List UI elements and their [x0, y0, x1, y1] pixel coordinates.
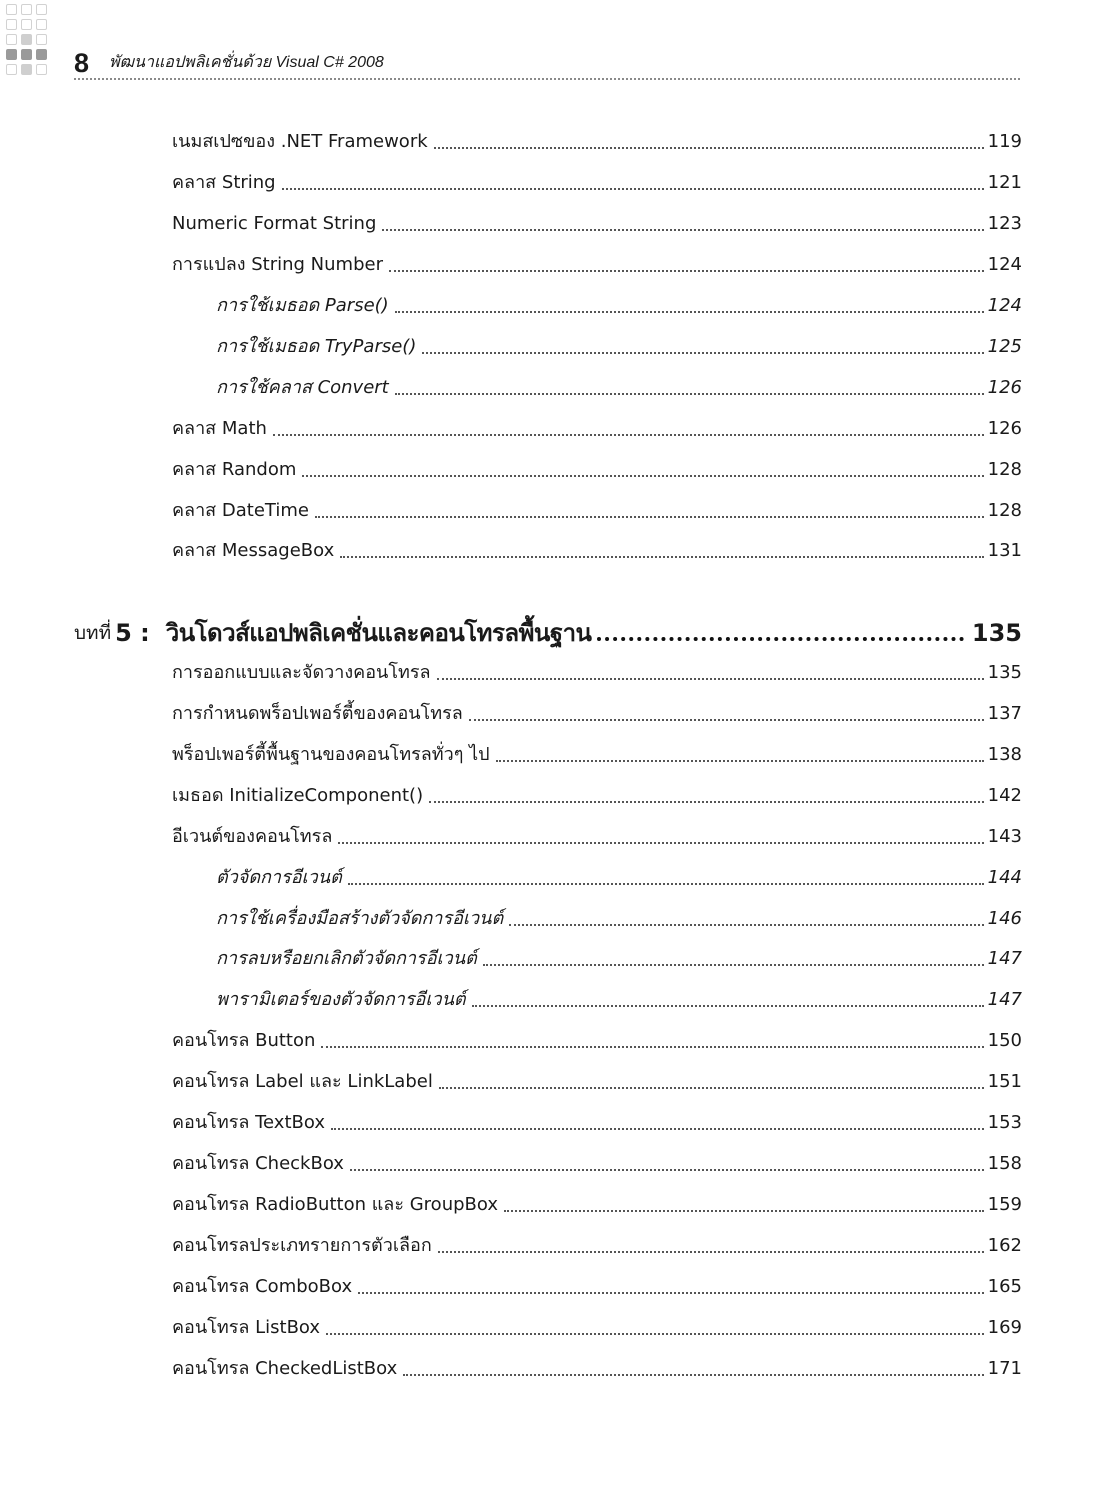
toc-entry [172, 1110, 1022, 1136]
toc-entry [172, 742, 1022, 768]
toc-entry-page: 138 [987, 744, 1022, 765]
chapter-heading [74, 612, 1022, 648]
dot-leader [321, 1046, 983, 1048]
toc-entry-page: 131 [987, 540, 1022, 561]
toc-subentry [216, 293, 1022, 319]
toc-entry [172, 701, 1022, 727]
dot-leader [358, 1292, 984, 1294]
toc-entry-page: 146 [987, 908, 1022, 929]
dot-leader [597, 637, 963, 641]
dot-leader [509, 924, 984, 926]
toc-subentry [216, 946, 1022, 972]
toc-entry-title: คลาส String [172, 172, 276, 193]
toc-entry-page: 169 [987, 1317, 1022, 1338]
toc-entry-title: Numeric Format String [172, 213, 377, 234]
toc-entry-page: 143 [987, 826, 1022, 847]
dot-leader [504, 1210, 984, 1212]
toc-entry-title: คลาส Random [172, 459, 297, 480]
toc-entry-page: 151 [987, 1071, 1022, 1092]
dot-leader [472, 1005, 984, 1007]
toc-entry-page: 150 [987, 1030, 1022, 1051]
toc-entry [172, 783, 1022, 809]
toc-entry-title: การใช้เมธอด TryParse() [216, 336, 417, 357]
dot-leader [496, 760, 984, 762]
toc-entry-title: เมธอด InitializeComponent() [172, 785, 424, 806]
dot-leader [422, 352, 983, 354]
chapter-number: 5 : [115, 619, 150, 647]
toc-entry-page: 147 [987, 989, 1022, 1010]
chapter-page: 135 [971, 619, 1022, 647]
book-title: พัฒนาแอปพลิเคชั่นด้วย Visual C# 2008 [109, 54, 384, 71]
toc-entry [172, 457, 1022, 483]
toc-entry-title: คอนโทรล ListBox [172, 1317, 321, 1338]
dot-leader [350, 1169, 984, 1171]
toc-entry [172, 1192, 1022, 1218]
toc-entry [172, 1274, 1022, 1300]
toc-subentry [216, 865, 1022, 891]
dot-leader [331, 1128, 984, 1130]
page-header [74, 44, 1020, 80]
toc-entry-title: พร็อปเพอร์ตี้พื้นฐานของคอนโทรลทั่วๆ ไป [172, 744, 490, 765]
dot-leader [338, 842, 983, 844]
toc-entry-title: การใช้เมธอด Parse() [216, 295, 389, 316]
toc-subentry [216, 375, 1022, 401]
dot-leader [282, 188, 984, 190]
toc-entry-page: 126 [987, 418, 1022, 439]
toc-entry [172, 252, 1022, 278]
toc-entry-title: คอนโทรล Label และ LinkLabel [172, 1071, 433, 1092]
toc-entry [172, 416, 1022, 442]
toc-entry-title: ตัวจัดการอีเวนต์ [216, 867, 342, 888]
toc-entry-title: การออกแบบและจัดวางคอนโทรล [172, 662, 431, 683]
toc-entry-page: 142 [987, 785, 1022, 806]
toc-entry-title: พารามิเตอร์ของตัวจัดการอีเวนต์ [216, 989, 466, 1010]
dot-leader [302, 475, 983, 477]
toc-entry-page: 125 [987, 336, 1022, 357]
toc-subentry [216, 987, 1022, 1013]
dot-leader [483, 964, 984, 966]
toc-entry [172, 1315, 1022, 1341]
dot-leader [438, 1251, 984, 1253]
toc-entry-title: การใช้คลาส Convert [216, 377, 389, 398]
toc-entry-page: 126 [987, 377, 1022, 398]
toc-entry-title: เนมสเปซของ .NET Framework [172, 131, 428, 152]
toc-entry-page: 135 [987, 662, 1022, 683]
toc-entry [172, 824, 1022, 850]
dot-leader [437, 678, 984, 680]
toc-entry-title: คอนโทรล Button [172, 1030, 316, 1051]
toc-entry-page: 119 [987, 131, 1022, 152]
toc-entry-page: 147 [987, 948, 1022, 969]
toc-entry-page: 159 [987, 1194, 1022, 1215]
dot-leader [273, 434, 984, 436]
dot-leader [395, 311, 984, 313]
chapter-label: บทที่ [74, 622, 112, 644]
toc-entry-page: 162 [987, 1235, 1022, 1256]
toc-entry-title: การใช้เครื่องมือสร้างตัวจัดการอีเวนต์ [216, 908, 504, 929]
dot-leader [429, 801, 984, 803]
toc-entry-page: 121 [987, 172, 1022, 193]
toc-entry-title: คอนโทรล CheckedListBox [172, 1358, 398, 1379]
toc-entry [172, 211, 1022, 237]
toc-entry-page: 128 [987, 459, 1022, 480]
toc-entry [172, 170, 1022, 196]
toc-entry-title: คลาส Math [172, 418, 267, 439]
toc-entry-page: 144 [987, 867, 1022, 888]
toc-entry-page: 124 [987, 254, 1022, 275]
toc-entry-title: คอนโทรล TextBox [172, 1112, 325, 1133]
dot-leader [434, 147, 984, 149]
toc-entry [172, 129, 1022, 155]
dot-leader [340, 556, 983, 558]
toc-entry-title: การลบหรือยกเลิกตัวจัดการอีเวนต์ [216, 948, 477, 969]
dot-leader [395, 393, 984, 395]
toc-entry [172, 498, 1022, 524]
corner-decoration [6, 4, 56, 94]
toc-entry-page: 137 [987, 703, 1022, 724]
toc-entry-page: 158 [987, 1153, 1022, 1174]
toc-subentry [216, 334, 1022, 360]
toc-entry [172, 1151, 1022, 1177]
toc-entry-title: คอนโทรลประเภทรายการตัวเลือก [172, 1235, 432, 1256]
toc-entry [172, 1356, 1022, 1382]
toc-entry [172, 1233, 1022, 1259]
toc-entry [172, 1028, 1022, 1054]
toc-entry [172, 660, 1022, 686]
toc-entry-page: 124 [987, 295, 1022, 316]
chapter-title: วินโดวส์แอปพลิเคชั่นและคอนโทรลพื้นฐาน [165, 619, 592, 647]
dot-leader [326, 1333, 984, 1335]
toc-entry-page: 171 [987, 1358, 1022, 1379]
toc-entry-page: 123 [987, 213, 1022, 234]
toc-entry-title: คลาส DateTime [172, 500, 309, 521]
toc-entry-page: 153 [987, 1112, 1022, 1133]
toc-entry [172, 1069, 1022, 1095]
toc-entry-title: คลาส MessageBox [172, 540, 335, 561]
toc-entry-page: 128 [987, 500, 1022, 521]
toc-entry-page: 165 [987, 1276, 1022, 1297]
toc-subentry [216, 906, 1022, 932]
toc-entry-title: คอนโทรล RadioButton และ GroupBox [172, 1194, 498, 1215]
dot-leader [439, 1087, 984, 1089]
dot-leader [469, 719, 984, 721]
toc-entry-title: การกำหนดพร็อปเพอร์ตี้ของคอนโทรล [172, 703, 463, 724]
toc-entry [172, 538, 1022, 564]
toc-entry-title: อีเวนต์ของคอนโทรล [172, 826, 333, 847]
dot-leader [348, 883, 984, 885]
dot-leader [382, 229, 983, 231]
dot-leader [315, 516, 984, 518]
dot-leader [389, 270, 984, 272]
toc-entry-title: คอนโทรล ComboBox [172, 1276, 353, 1297]
toc-entry-title: คอนโทรล CheckBox [172, 1153, 344, 1174]
toc-entry-title: การแปลง String Number [172, 254, 383, 275]
dot-leader [403, 1374, 983, 1376]
page-number: 8 [74, 48, 90, 78]
